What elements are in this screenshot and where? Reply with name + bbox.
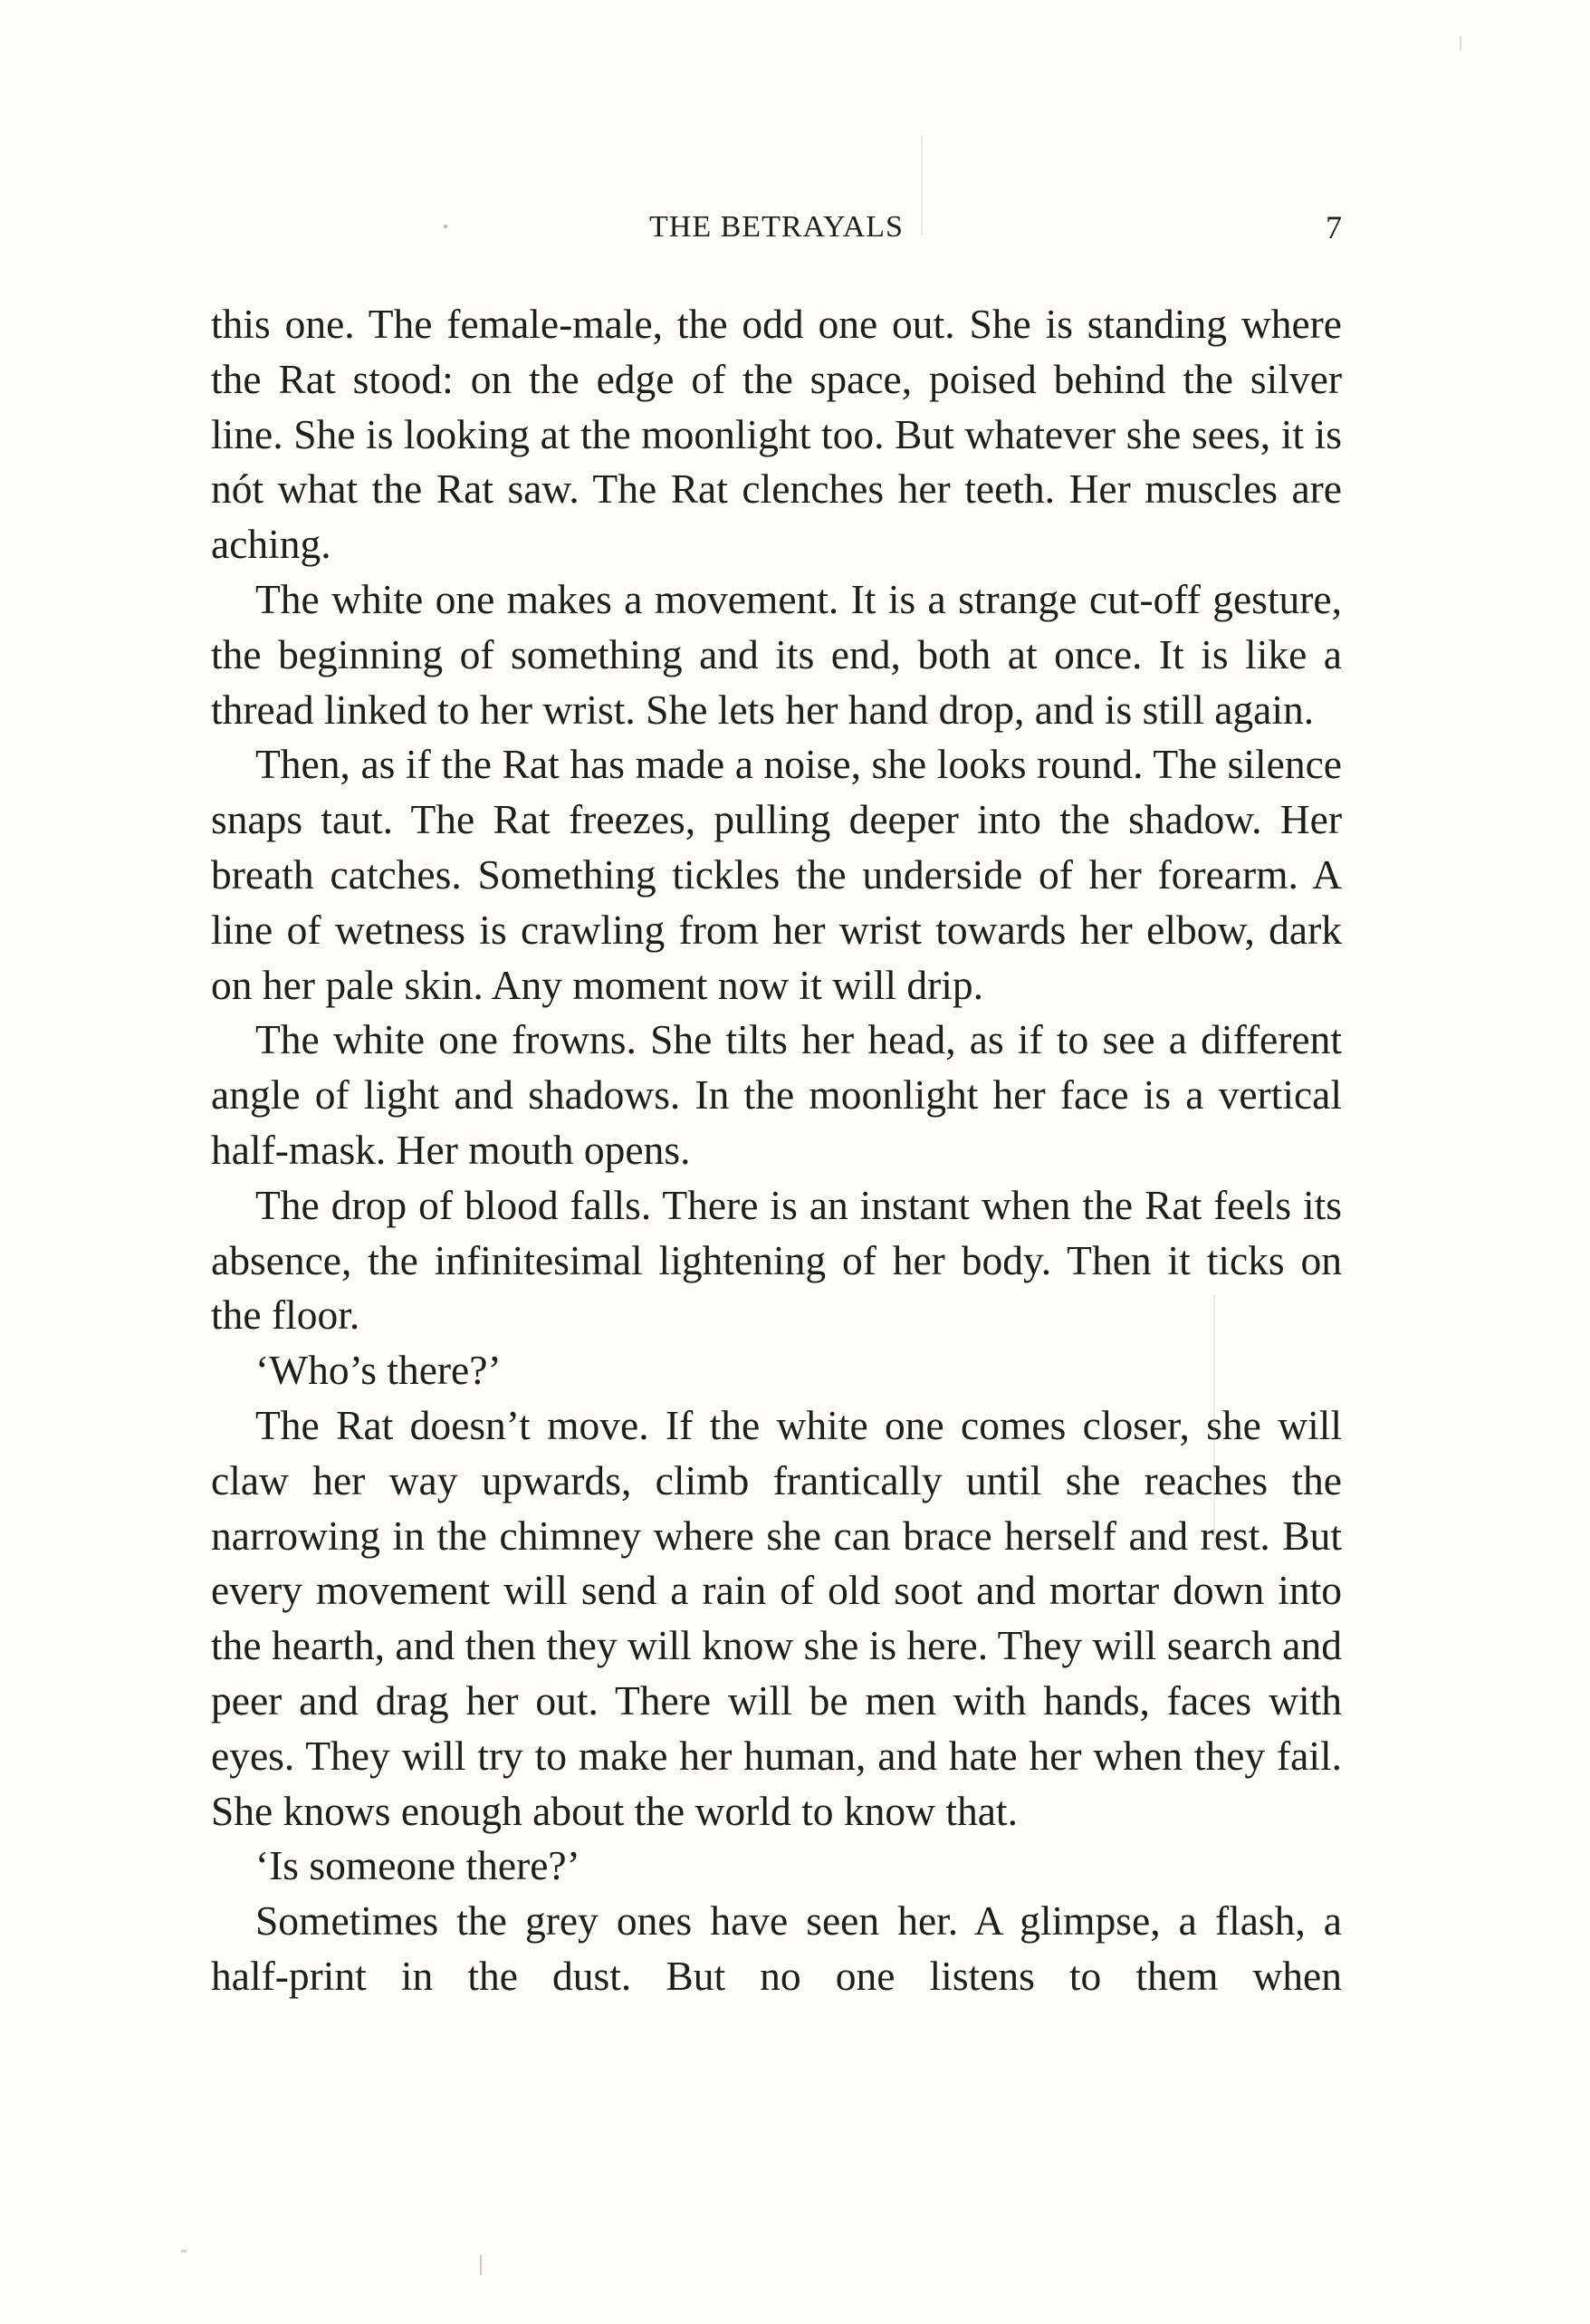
paragraph: The white one makes a movement. It is a strange cut-off gesture, the beginning of something and its end, both at once. It is like a thread linked to her wrist. She lets her hand drop, and is still again. [211, 575, 1342, 733]
paragraph: The drop of blood falls. There is an instant when the Rat feels its absence, the infinitesimal lightening of her body. Then it ticks on the floor. [211, 1181, 1342, 1339]
paragraph: Sometimes the grey ones have seen her. A glimpse, a flash, a half-print in the dust. But no one listens to them when [211, 1897, 1342, 1999]
scan-speck [480, 2255, 482, 2275]
page-header [211, 205, 1342, 250]
dialogue-line: ‘Is someone there?’ [255, 1842, 580, 1889]
paragraph: The Rat doesn’t move. If the white one comes closer, she will claw her way upwards, climb frantically until she reaches the narrowing in the chimney where she can brace herself and rest. But every movement will send a rain of old soot and mortar down into the hearth, and then they will know she is here. They will search and peer and drag her out. There will be men with hands, faces with eyes. They will try to make her human, and hate her when they fail. She knows enough about the world to know that. [211, 1401, 1342, 1834]
scan-speck [181, 2250, 187, 2252]
scan-speck [1213, 1295, 1215, 1549]
running-head: THE BETRAYALS [649, 210, 904, 244]
dialogue-line: ‘Who’s there?’ [255, 1347, 502, 1394]
scan-speck [444, 225, 447, 228]
scan-speck [1460, 36, 1461, 51]
scan-speck [921, 136, 923, 235]
paragraph: this one. The female-male, the odd one out. She is standing where the Rat stood: on the edge of the space, poised behind the silver line. She is looking at the moonlight too. But whatever she sees, it is nót what the Rat saw. The Rat clenches her teeth. Her muscles are aching. [211, 301, 1342, 568]
body-text [211, 297, 1342, 2004]
paragraph: The white one frowns. She tilts her head, as if to see a different angle of light and shadows. In the moonlight her face is a vertical half-mask. Her mouth opens. [211, 1016, 1342, 1173]
page-number: 7 [1326, 209, 1342, 245]
paragraph: Then, as if the Rat has made a noise, she looks round. The silence snaps taut. The Rat freezes, pulling deeper into the shadow. Her breath catches. Something tickles the underside of her forearm. A line of wetness is crawling from her wrist towards her elbow, dark on her pale skin. Any moment now it will drip. [211, 741, 1342, 1008]
